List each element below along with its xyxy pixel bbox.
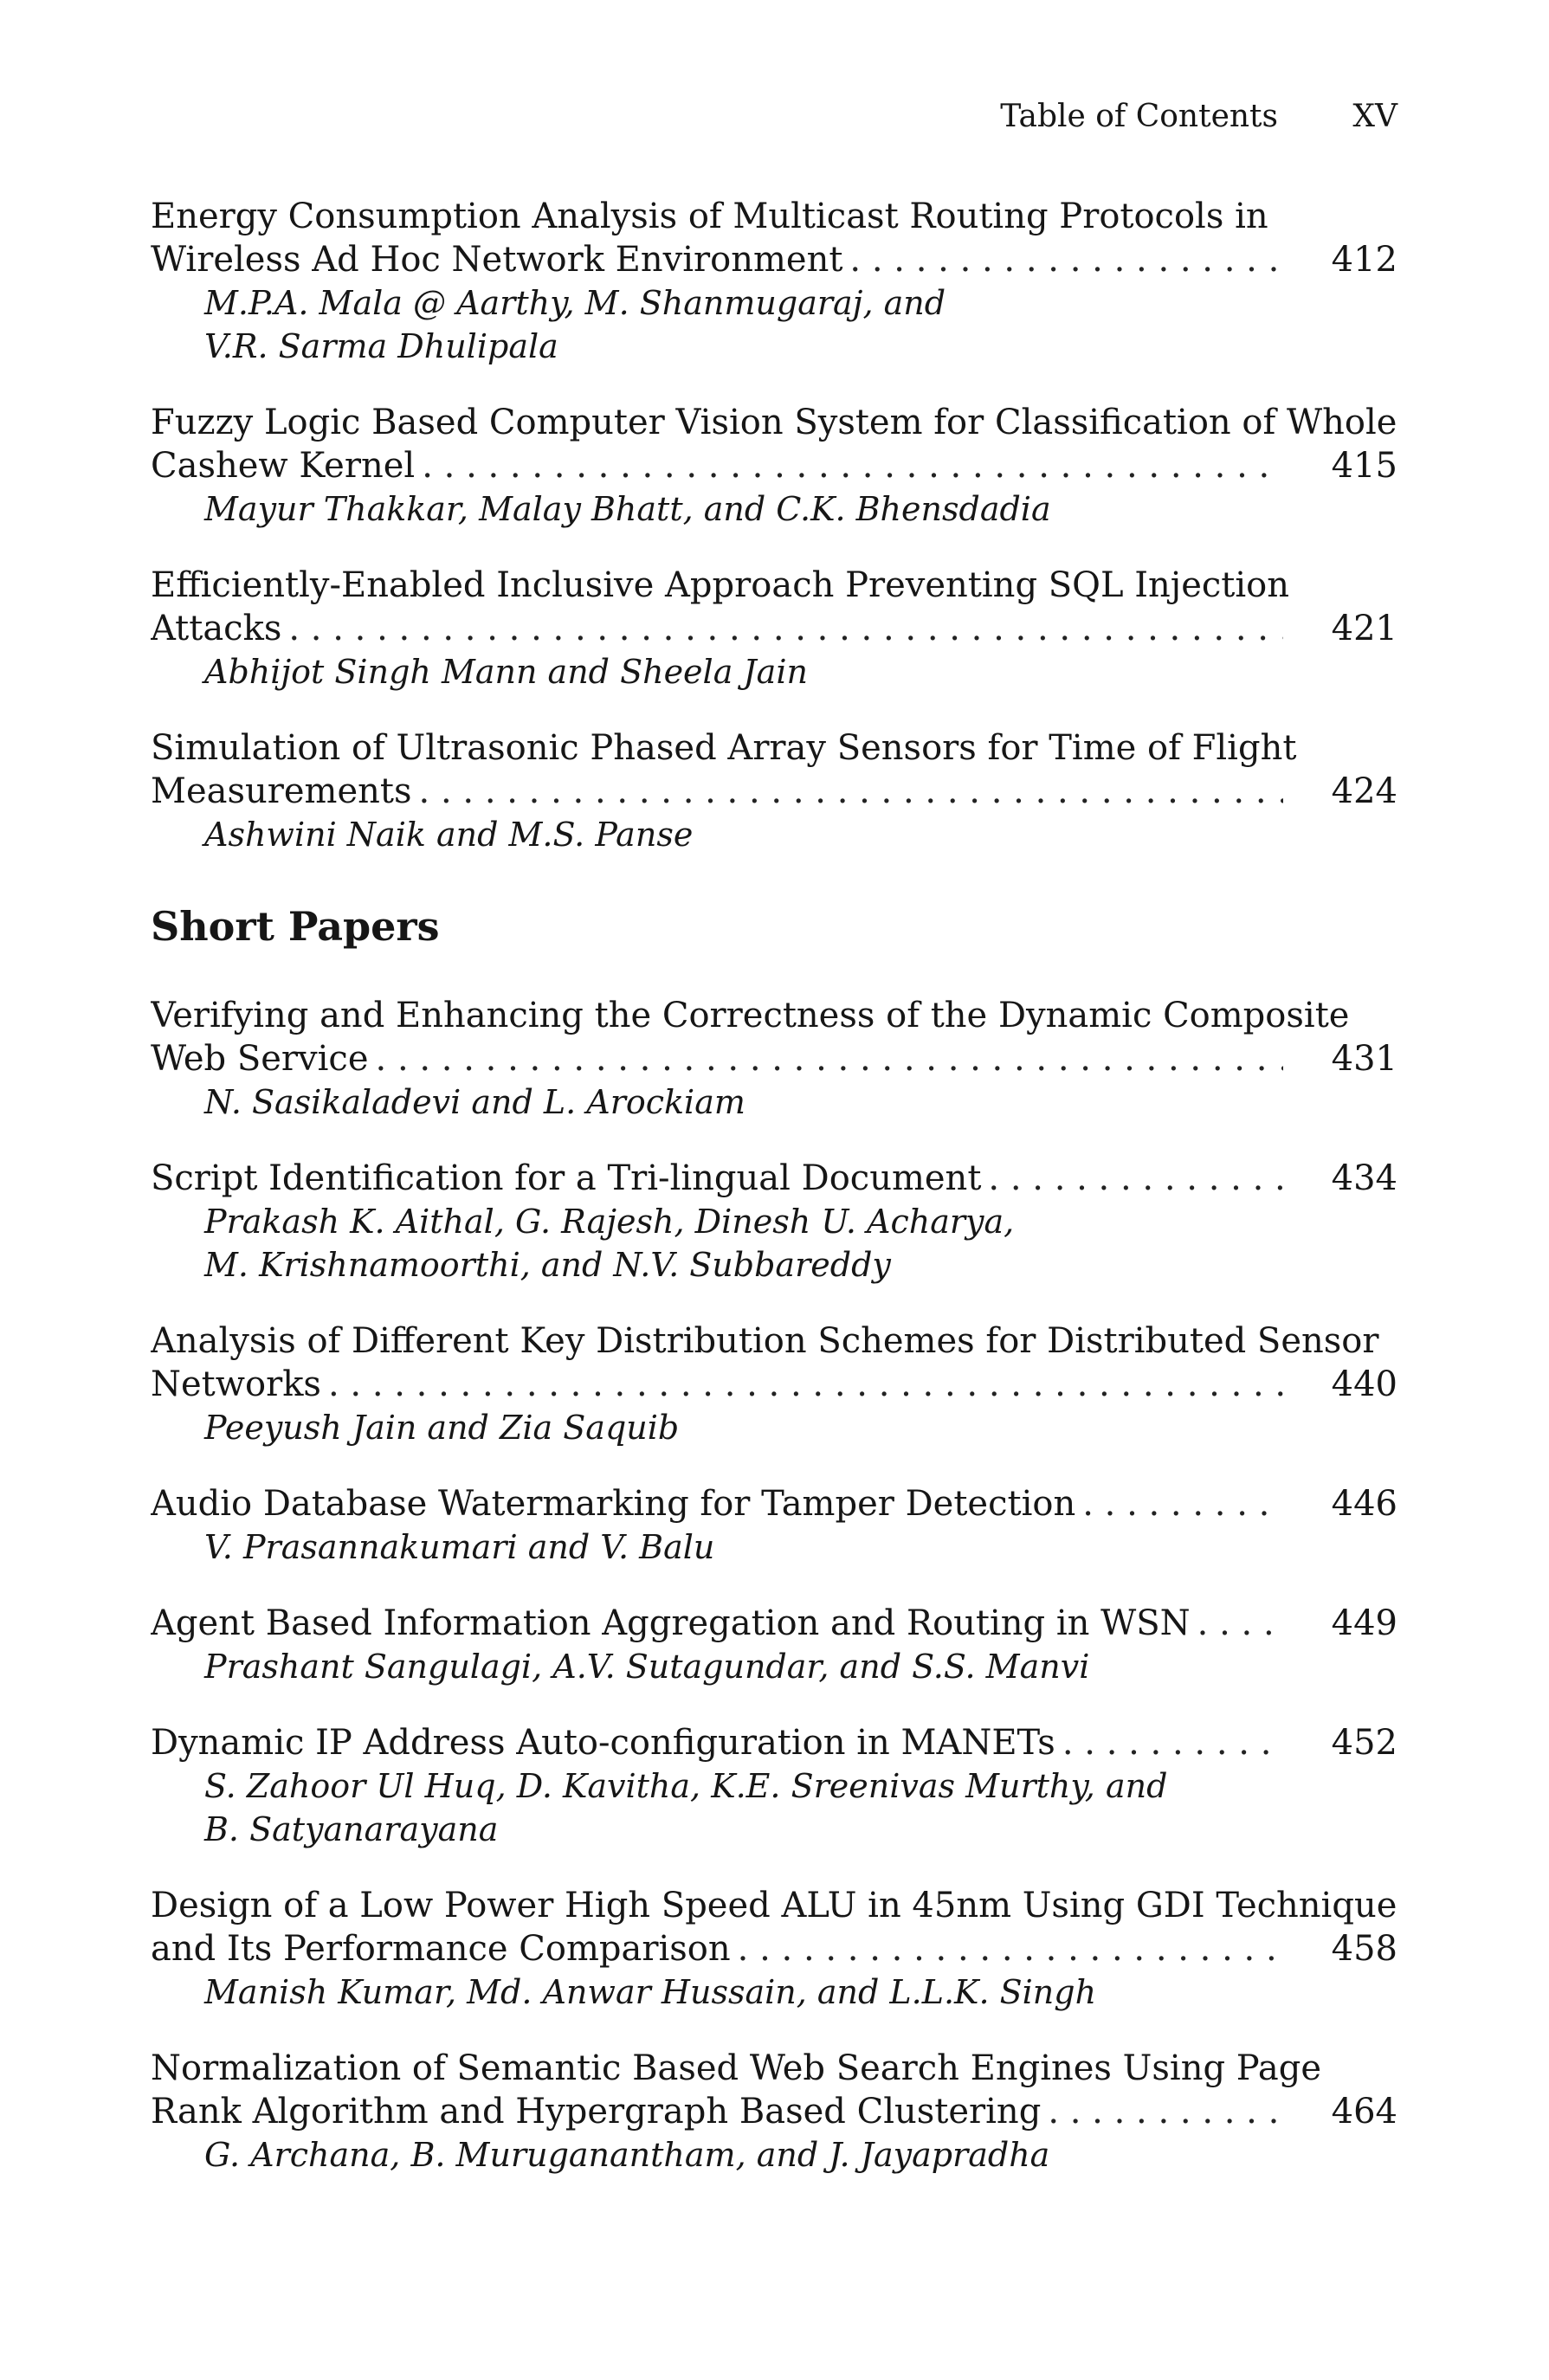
toc-entry[interactable] [151,1721,1397,1851]
dot-leader [1197,1602,1283,1645]
entry-page-number[interactable]: 452 [1331,1723,1397,1763]
toc-entry[interactable] [151,564,1397,693]
entry-page-number[interactable]: 431 [1331,1039,1397,1079]
entry-authors: Prakash K. Aithal, G. Rajesh, Dinesh U. Acharya, [204,1203,1015,1241]
entry-title-text: Rank Algorithm and Hypergraph Based Clustering [151,2092,1042,2132]
dot-leader [328,1363,1283,1406]
entry-title-text: Agent Based Information Aggregation and Routing in WSN [151,1603,1191,1643]
running-head [151,94,1397,140]
entry-title-text: Script Identification for a Tri-lingual Document [151,1158,982,1198]
entry-title-text: Cashew Kernel [151,446,416,486]
entry-title-last-line [151,1927,1397,1970]
entry-page-number[interactable]: 424 [1331,771,1397,811]
entry-authors: B. Satyanarayana [204,1810,499,1848]
entry-title-line: Verifying and Enhancing the Correctness of the Dynamic Composite [151,996,1350,1035]
dot-leader [1082,1482,1282,1525]
entry-title-text: Measurements [151,771,412,811]
entry-page-number[interactable]: 415 [1331,446,1397,486]
entry-authors: Mayur Thakkar, Malay Bhatt, and C.K. Bhensdadia [204,490,1051,528]
entry-authors: V. Prasannakumari and V. Balu [204,1528,715,1566]
entry-title-last-line [151,238,1397,281]
entry-title-text: Web Service [151,1039,369,1079]
entry-title-last-line [151,607,1397,650]
entry-authors: Peeyush Jain and Zia Saquib [204,1409,680,1447]
entry-title-text: Wireless Ad Hoc Network Environment [151,240,843,280]
entry-title-text: Dynamic IP Address Auto-configuration in MANETs [151,1723,1055,1763]
toc-entry[interactable] [151,1319,1397,1449]
entry-page-number[interactable]: 464 [1331,2092,1397,2132]
entry-authors: G. Archana, B. Muruganantham, and J. Jayapradha [204,2136,1050,2174]
toc-entry[interactable] [151,994,1397,1124]
entry-title-text: Attacks [151,609,282,648]
entry-title-last-line [151,1602,1397,1645]
dot-leader [419,770,1283,813]
entry-title-last-line [151,444,1397,487]
toc-entry[interactable] [151,2047,1397,2177]
entry-title-last-line [151,1157,1397,1200]
entry-authors: M.P.A. Mala @ Aarthy, M. Shanmugaraj, and [204,284,946,322]
entry-title-last-line [151,1037,1397,1080]
toc-entry[interactable] [151,726,1397,856]
dot-leader [1048,2090,1282,2133]
entry-authors: Prashant Sangulagi, A.V. Sutagundar, and S.S. Manvi [204,1648,1090,1686]
entry-title-text: and Its Performance Comparison [151,1929,731,1969]
entry-page-number[interactable]: 446 [1331,1484,1397,1524]
toc-entry[interactable] [151,195,1397,368]
dot-leader [376,1037,1283,1080]
entry-title-text: Audio Database Watermarking for Tamper Detection [151,1484,1076,1524]
section-heading-short-papers: Short Papers [151,903,440,950]
entry-authors: N. Sasikaladevi and L. Arockiam [204,1083,745,1121]
entry-authors: V.R. Sarma Dhulipala [204,327,558,365]
entry-page-number[interactable]: 440 [1331,1364,1397,1404]
dot-leader [422,444,1282,487]
entry-title-line: Fuzzy Logic Based Computer Vision System for Classification of Whole [151,403,1397,442]
entry-page-number[interactable]: 412 [1331,240,1397,280]
toc-entry[interactable] [151,401,1397,531]
entry-title-line: Simulation of Ultrasonic Phased Array Sensors for Time of Flight [151,728,1297,768]
entry-page-number[interactable]: 421 [1331,609,1397,648]
dot-leader [849,238,1282,281]
entry-title-line: Analysis of Different Key Distribution Schemes for Distributed Sensor [151,1321,1379,1361]
toc-entry[interactable] [151,1884,1397,2014]
entry-authors: M. Krishnamoorthi, and N.V. Subbareddy [204,1246,891,1284]
entry-page-number[interactable]: 458 [1331,1929,1397,1969]
entry-title-line: Energy Consumption Analysis of Multicast Routing Protocols in [151,197,1268,236]
entry-authors: Ashwini Naik and M.S. Panse [204,816,694,854]
entry-title-last-line [151,770,1397,813]
dot-leader [738,1927,1283,1970]
entry-title-line: Efficiently-Enabled Inclusive Approach Preventing SQL Injection [151,565,1289,605]
entry-title-text: Networks [151,1364,321,1404]
toc-entry[interactable] [151,1157,1397,1287]
dot-leader [988,1157,1282,1200]
entry-title-last-line [151,1721,1397,1764]
running-head-title: Table of Contents [1000,99,1278,134]
entry-authors: S. Zahoor Ul Huq, D. Kavitha, K.E. Sreenivas Murthy, and [204,1767,1168,1805]
dot-leader [288,607,1282,650]
entry-title-line: Design of a Low Power High Speed ALU in 45nm Using GDI Technique [151,1886,1397,1925]
entry-page-number[interactable]: 434 [1331,1158,1397,1198]
toc-entry[interactable] [151,1602,1397,1688]
entry-title-last-line [151,2090,1397,2133]
running-head-page-number: XV [1352,99,1397,134]
dot-leader [1062,1721,1283,1764]
entry-authors: Manish Kumar, Md. Anwar Hussain, and L.L.K. Singh [204,1973,1097,2011]
toc-entry[interactable] [151,1482,1397,1569]
entry-title-last-line [151,1482,1397,1525]
entry-title-line: Normalization of Semantic Based Web Search Engines Using Page [151,2048,1322,2088]
entry-page-number[interactable]: 449 [1331,1603,1397,1643]
entry-title-last-line [151,1363,1397,1406]
entry-authors: Abhijot Singh Mann and Sheela Jain [204,653,808,691]
